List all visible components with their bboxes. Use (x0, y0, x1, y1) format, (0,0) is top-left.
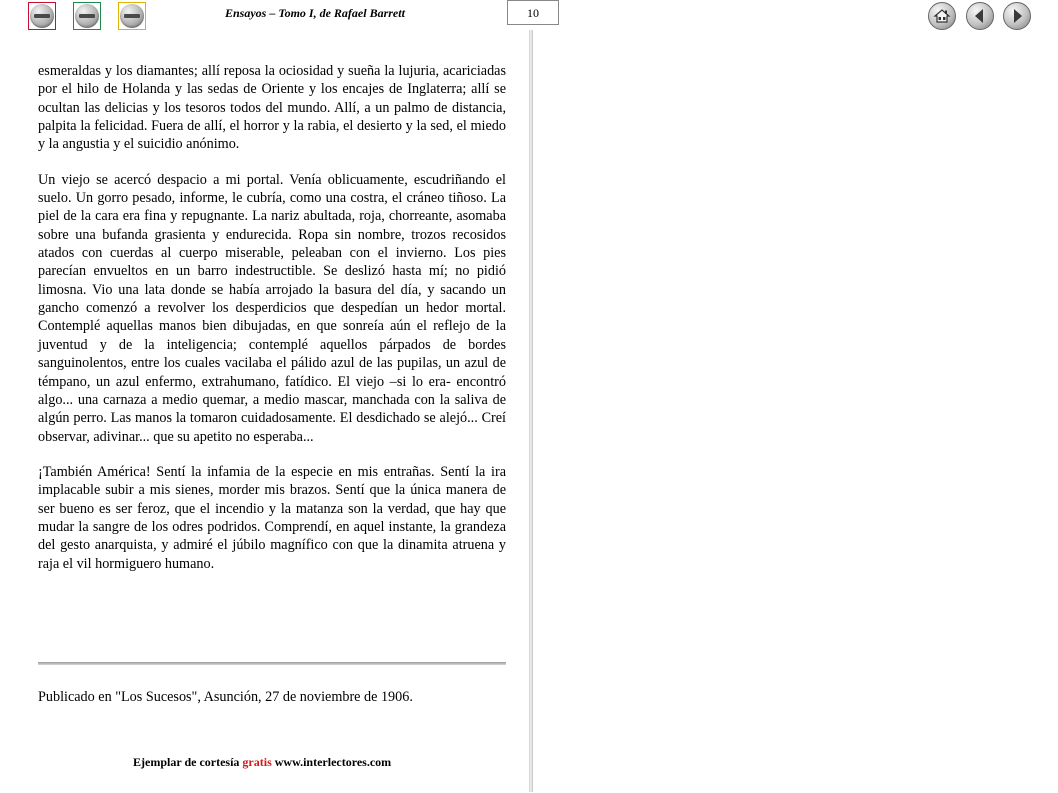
home-icon (929, 3, 955, 29)
header-title: Ensayos – Tomo I, de Rafael Barrett (225, 6, 405, 20)
footer-notice (133, 755, 391, 770)
paragraph-3: ¡También América! Sentí la infamia de la especie en mis entrañas. Sentí la ira implacable subir a mis sienes, morder mis brazos. Sentí que la única manera de ser bueno es ser feroz, que el incendio y la matanza son la verdad, que hay que mudar la sangre de los odres podridos. Comprendí, en aquel instante, la grandeza del gesto anarquista, y admiré el júbilo magnífico con que la dinamita atruena y raja el vil hormiguero humano. (38, 463, 506, 572)
horizontal-separator (38, 662, 506, 665)
footer-gratis: gratis (242, 755, 272, 769)
footer-site-link[interactable]: www.interlectores.com (274, 755, 392, 769)
next-arrow-icon (1004, 3, 1030, 29)
next-page-button[interactable] (1003, 2, 1031, 30)
green-minimize-button[interactable] (73, 2, 101, 30)
document-body (38, 62, 506, 590)
minus-icon (120, 4, 144, 28)
home-button[interactable] (928, 2, 956, 30)
previous-page-button[interactable] (966, 2, 994, 30)
source-note: Publicado en "Los Sucesos", Asunción, 27 de noviembre de 1906. (38, 689, 413, 705)
previous-arrow-icon (967, 3, 993, 29)
vertical-divider (529, 30, 533, 792)
yellow-minimize-button[interactable] (118, 2, 146, 30)
red-minimize-button[interactable] (28, 2, 56, 30)
page-number: 10 (507, 0, 559, 25)
footer-prefix: Ejemplar de cortesía (133, 755, 240, 769)
paragraph-2: Un viejo se acercó despacio a mi portal. Venía oblicuamente, escudriñando el suelo. Un gorro pesado, informe, le cubría, como una costra, el cráneo tiñoso. La piel de la cara era fina y repugnante. La nariz abultada, roja, chorreante, asomaba sobre una bufanda grasienta y endurecida. Ropa sin nombre, trozos recosidos atados con cuerdas al cuerpo miserable, peleaban con el invierno. Los pies parecían envueltos en un barro indestructible. Se deslizó hasta mí; no pidió limosna. Vio una lata donde se había arrojado la basura del día, y sacando un gancho comenzó a revolver los desperdicios que despedían un hedor mortal. Contemplé aquellas manos bien dibujadas, en que sonreía aún el reflejo de la juventud y de la inteligencia; contemplé aquellos párpados de bordes sanguinolentos, entre los cuales vacilaba el pálido azul de las pupilas, un azul de témpano, un azul enfermo, extrahumano, fatídico. El viejo –si lo era- encontró algo... una carnaza a medio quemar, a medio mascar, manchada con la saliva de algún perro. Las manos la tomaron cuidadosamente. El desdichado se alejó... Creí observar, adivinar... que su apetito no esperaba... (38, 171, 506, 445)
paragraph-1: esmeraldas y los diamantes; allí reposa la ociosidad y sueña la lujuria, acariciadas por el hilo de Holanda y las sedas de Oriente y los encajes de Inglaterra; allí se ocultan las delicias y los tesoros todos del mundo. Allí, a un palmo de distancia, palpita la felicidad. Fuera de allí, el horror y la rabia, el desierto y la sed, el miedo y la angustia y el suicidio anónimo. (38, 63, 506, 153)
minus-icon (75, 4, 99, 28)
minus-icon (30, 4, 54, 28)
